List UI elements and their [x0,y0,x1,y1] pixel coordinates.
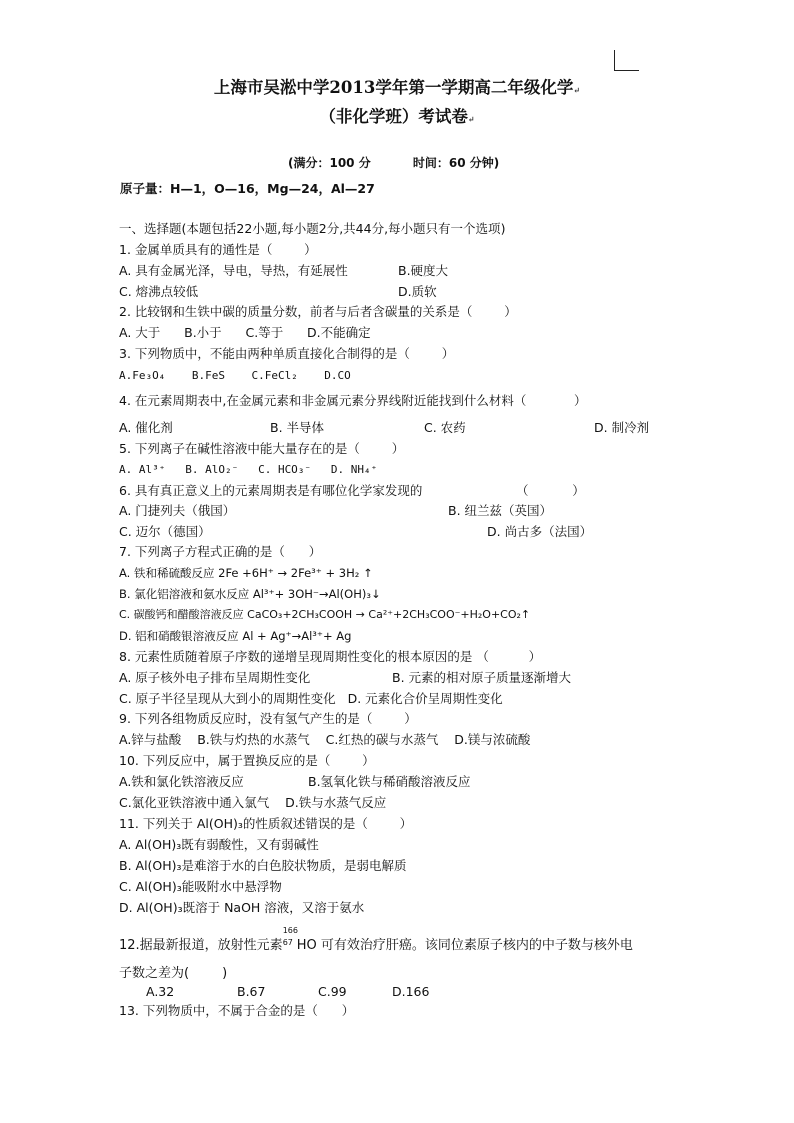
question-12: 12.据最新报道，放射性元素 166 67 HO 可有效治疗肝癌。该同位素原子核内的中子数与核外电 [119,926,633,953]
isotope-atomic-number: 67 [282,938,293,947]
q10-option-cd: C.氯化亚铁溶液中通入氯气 D.铁与水蒸气反应 [119,795,387,810]
question-2: 2. 比较钢和生铁中碳的质量分数，前者与后者含碳量的关系是（ ） [119,304,517,319]
q7-option-c: C. 碳酸钙和醋酸溶液反应 CaCO₃+2CH₃COOH → Ca²⁺+2CH₃COO⁻+H₂O+CO₂↑ [119,608,531,621]
q4-option-c: C. 农药 [424,420,466,435]
full-score: (满分：100 分 [288,156,371,170]
question-6: 6. 具有真正意义上的元素周期表是有哪位化学家发现的 [119,483,423,498]
q1-option-d: D.质软 [398,284,437,299]
q2-options: A. 大于 B.小于 C.等于 D.不能确定 [119,325,371,340]
q6-option-a: A. 门捷列夫（俄国） [119,503,236,518]
question-4: 4. 在元素周期表中,在金属元素和非金属元素分界线附近能找到什么材料（ ） [119,393,587,408]
q4-option-b: B. 半导体 [270,420,325,435]
q7-option-a: A. 铁和稀硫酸反应 2Fe +6H⁺ → 2Fe³⁺ + 3H₂ ↑ [119,566,373,580]
q7-option-d: D. 铝和硝酸银溶液反应 Al + Ag⁺→Al³⁺+ Ag [119,629,352,643]
question-11: 11. 下列关于 Al(OH)₃的性质叙述错误的是（ ） [119,816,413,831]
q12-option-d: D.166 [392,984,430,999]
exam-meta [288,154,537,171]
exam-title-line1: 上海市吴淞中学2013学年第一学期高二年级化学↵ [213,78,581,97]
corner-mark [614,50,639,71]
q8-option-a: A. 原子核外电子排布呈周期性变化 [119,670,311,685]
question-1: 1. 金属单质具有的通性是（ ） [119,242,317,257]
q11-option-b: B. Al(OH)₃是难溶于水的白色胶状物质，是弱电解质 [119,858,407,873]
q3-options: A.Fe₃O₄ B.FeS C.FeCl₂ D.CO [119,369,351,382]
q5-options: A. Al³⁺ B. AlO₂⁻ C. HCO₃⁻ D. NH₄⁺ [119,463,378,476]
question-13: 13. 下列物质中，不属于合金的是（ ） [119,1003,355,1018]
q6-option-d: D. 尚古多（法国） [487,524,593,539]
q6-answer-paren: （ ） [516,483,585,498]
exam-time: 时间：60 分钟) [412,156,500,170]
q4-option-d: D. 制冷剂 [594,420,650,435]
q10-option-a: A.铁和氯化铁溶液反应 [119,774,244,789]
q6-option-b: B. 纽兰兹（英国） [448,503,553,518]
question-3: 3. 下列物质中，不能由两种单质直接化合制得的是（ ） [119,346,455,361]
q12-option-a: A.32 [146,984,175,999]
q11-option-a: A. Al(OH)₃既有弱酸性，又有弱碱性 [119,837,319,852]
q12-option-b: B.67 [237,984,266,999]
question-7: 7. 下列离子方程式正确的是（ ） [119,544,322,559]
atomic-mass: 原子量：H—1，O—16，Mg—24，Al—27 [120,181,375,196]
q10-option-b: B.氢氧化铁与稀硝酸溶液反应 [308,774,471,789]
section-heading: 一、选择题(本题包括22小题,每小题2分,共44分,每小题只有一个选项) [119,221,506,236]
q12-option-c: C.99 [318,984,347,999]
isotope-mass-number: 166 [282,926,298,935]
q12-line2: 子数之差为( ) [119,966,228,981]
q8-option-cd: C. 原子半径呈现从大到小的周期性变化 D. 元素化合价呈周期性变化 [119,691,503,706]
q9-options: A.锌与盐酸 B.铁与灼热的水蒸气 C.红热的碳与水蒸气 D.镁与浓硫酸 [119,732,531,747]
q8-option-b: B. 元素的相对原子质量逐渐增大 [392,670,572,685]
q4-option-a: A. 催化剂 [119,420,173,435]
question-8: 8. 元素性质随着原子序数的递增呈现周期性变化的根本原因的是 （ ） [119,649,542,664]
question-10: 10. 下列反应中，属于置换反应的是（ ） [119,753,375,768]
q1-option-a: A. 具有金属光泽，导电，导热，有延展性 [119,263,348,278]
question-9: 9. 下列各组物质反应时，没有氢气产生的是（ ） [119,711,417,726]
q7-option-b: B. 氯化铝溶液和氨水反应 Al³⁺+ 3OH⁻→Al(OH)₃↓ [119,587,381,601]
exam-title-line2: （非化学班）考试卷↵ [319,107,475,126]
q6-option-c: C. 迈尔（德国） [119,524,211,539]
q1-option-b: B.硬度大 [398,263,449,278]
q11-option-d: D. Al(OH)₃既溶于 NaOH 溶液，又溶于氨水 [119,900,365,915]
question-5: 5. 下列离子在碱性溶液中能大量存在的是（ ） [119,441,405,456]
q1-option-c: C. 熔沸点较低 [119,284,199,299]
q11-option-c: C. Al(OH)₃能吸附水中悬浮物 [119,879,282,894]
